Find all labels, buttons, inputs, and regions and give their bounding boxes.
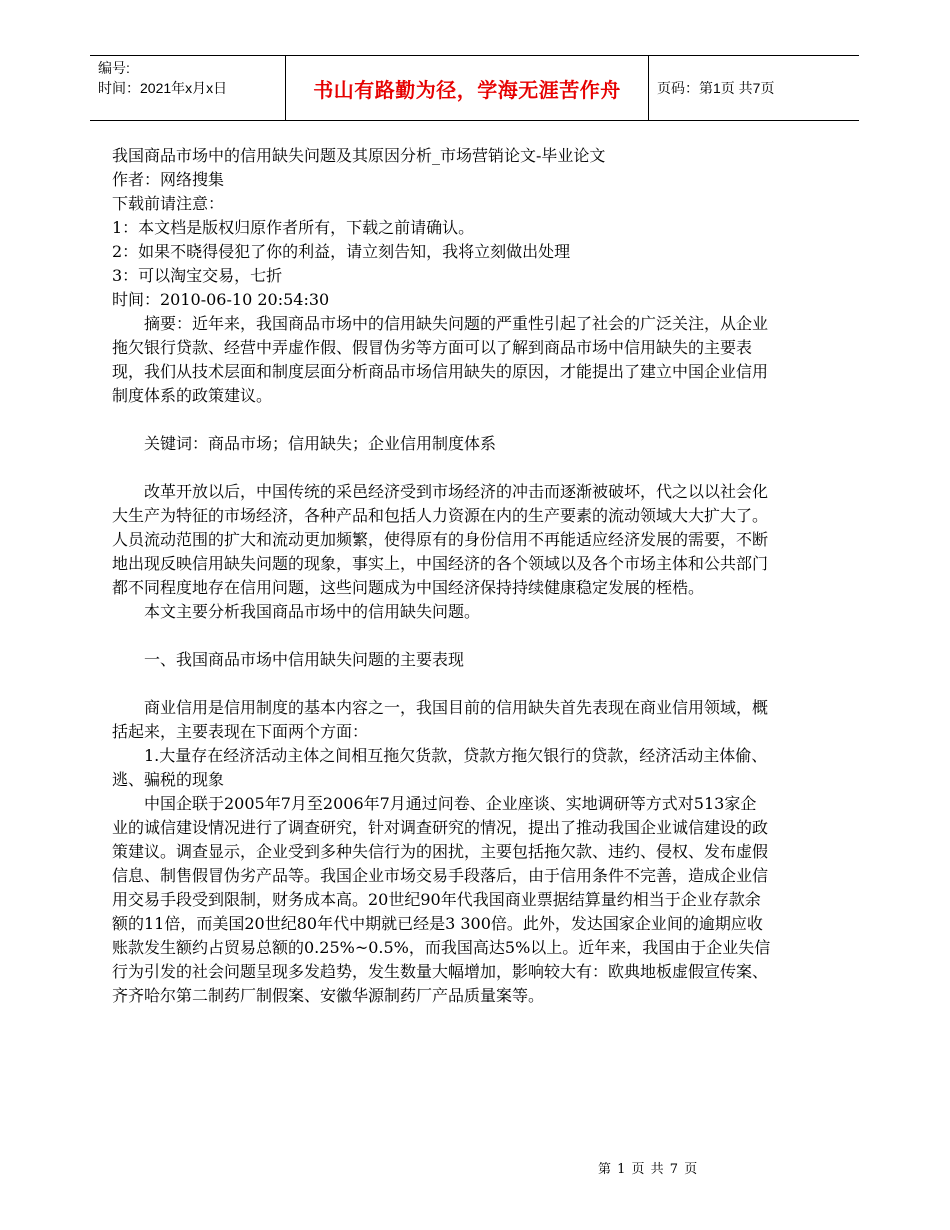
page-footer: 第 1 页 共 7 页 — [598, 1162, 699, 1177]
section-1-heading: 一、我国商品市场中信用缺失问题的主要表现 — [144, 650, 465, 669]
notice-item-3: 3：可以淘宝交易，七折 — [112, 266, 283, 285]
document-author: 作者：网络搜集 — [112, 170, 225, 189]
abstract-paragraph: 摘要：近年来，我国商品市场中的信用缺失问题的严重性引起了社会的广泛关注，从企业拖欠银行贷款、经营中弄虚作假、假冒伪劣等方面可以了解到商品市场中信用缺失的主要表现，我们从技术层面和制度层面分析商品市场信用缺失的原因，才能提出了建立中国企业信用制度体系的政策建议。 — [112, 314, 769, 405]
intro-paragraph: 改革开放以后，中国传统的采邑经济受到市场经济的冲击而逐渐被破坏，代之以以社会化大生产为特征的市场经济，各种产品和包括人力资源在内的生产要素的流动领域大大扩大了。人员流动范围的扩大和流动更加频繁，使得原有的身份信用不再能适应经济发展的需要，不断地出现反映信用缺失问题的现象，事实上，中国经济的各个领域以及各个市场主体和公共部门都不同程度地存在信用问题，这些问题成为中国经济保持持续健康稳定发展的桎梏。 — [112, 482, 769, 597]
header-slogan: 书山有路勤为径，学海无涯苦作舟 — [285, 56, 649, 120]
header-meta — [90, 56, 285, 120]
document-body — [112, 144, 772, 1008]
section-1-body-paragraph: 中国企联于2005年7月至2006年7月通过问卷、企业座谈、实地调研等方式对513家企业的诚信建设情况进行了调查研究，针对调查研究的情况，提出了推动我国企业诚信建设的政策建议。调查显示，企业受到多种失信行为的困扰，主要包括拖欠款、违约、侵权、发布虚假信息、制售假冒伪劣产品等。我国企业市场交易手段落后，由于信用条件不完善，造成企业信用交易手段受到限制，财务成本高。20世纪90年代我国商业票据结算量约相当于企业存款余额的11倍，而美国20世纪80年代中期就已经是3 300倍。此外，发达国家企业间的逾期应收账款发生额约占贸易总额的0.25%~0.5%，而我国高达5%以上。近年来，我国由于企业失信行为引发的社会问题呈现多发趋势，发生数量大幅增加，影响较大有：欧典地板虚假宣传案、齐齐哈尔第二制药厂制假案、安徽华源制药厂产品质量案等。 — [112, 794, 771, 1005]
notice-heading: 下载前请注意： — [112, 194, 225, 213]
document-number-label: 编号: — [98, 60, 130, 76]
notice-item-1: 1：本文档是版权归原作者所有，下载之前请确认。 — [112, 218, 475, 237]
scope-paragraph: 本文主要分析我国商品市场中的信用缺失问题。 — [144, 602, 481, 621]
notice-item-2: 2：如果不晓得侵犯了你的利益，请立刻告知，我将立刻做出处理 — [112, 242, 571, 261]
section-1-intro: 商业信用是信用制度的基本内容之一，我国目前的信用缺失首先表现在商业信用领域，概括起来，主要表现在下面两个方面： — [112, 698, 769, 741]
document-header — [90, 55, 859, 121]
section-1-point-1: 1.大量存在经济活动主体之间相互拖欠货款，贷款方拖欠银行的贷款，经济活动主体偷、逃、骗税的现象 — [112, 746, 768, 789]
keywords-paragraph: 关键词：商品市场；信用缺失；企业信用制度体系 — [144, 434, 497, 453]
document-title: 我国商品市场中的信用缺失问题及其原因分析_市场营销论文-毕业论文 — [112, 146, 606, 165]
document-time-label: 时间：2021年x月x日 — [98, 80, 228, 96]
document-timestamp: 时间：2010-06-10 20:54:30 — [112, 290, 330, 309]
header-page-info: 页码：第1页 共7页 — [657, 80, 775, 96]
